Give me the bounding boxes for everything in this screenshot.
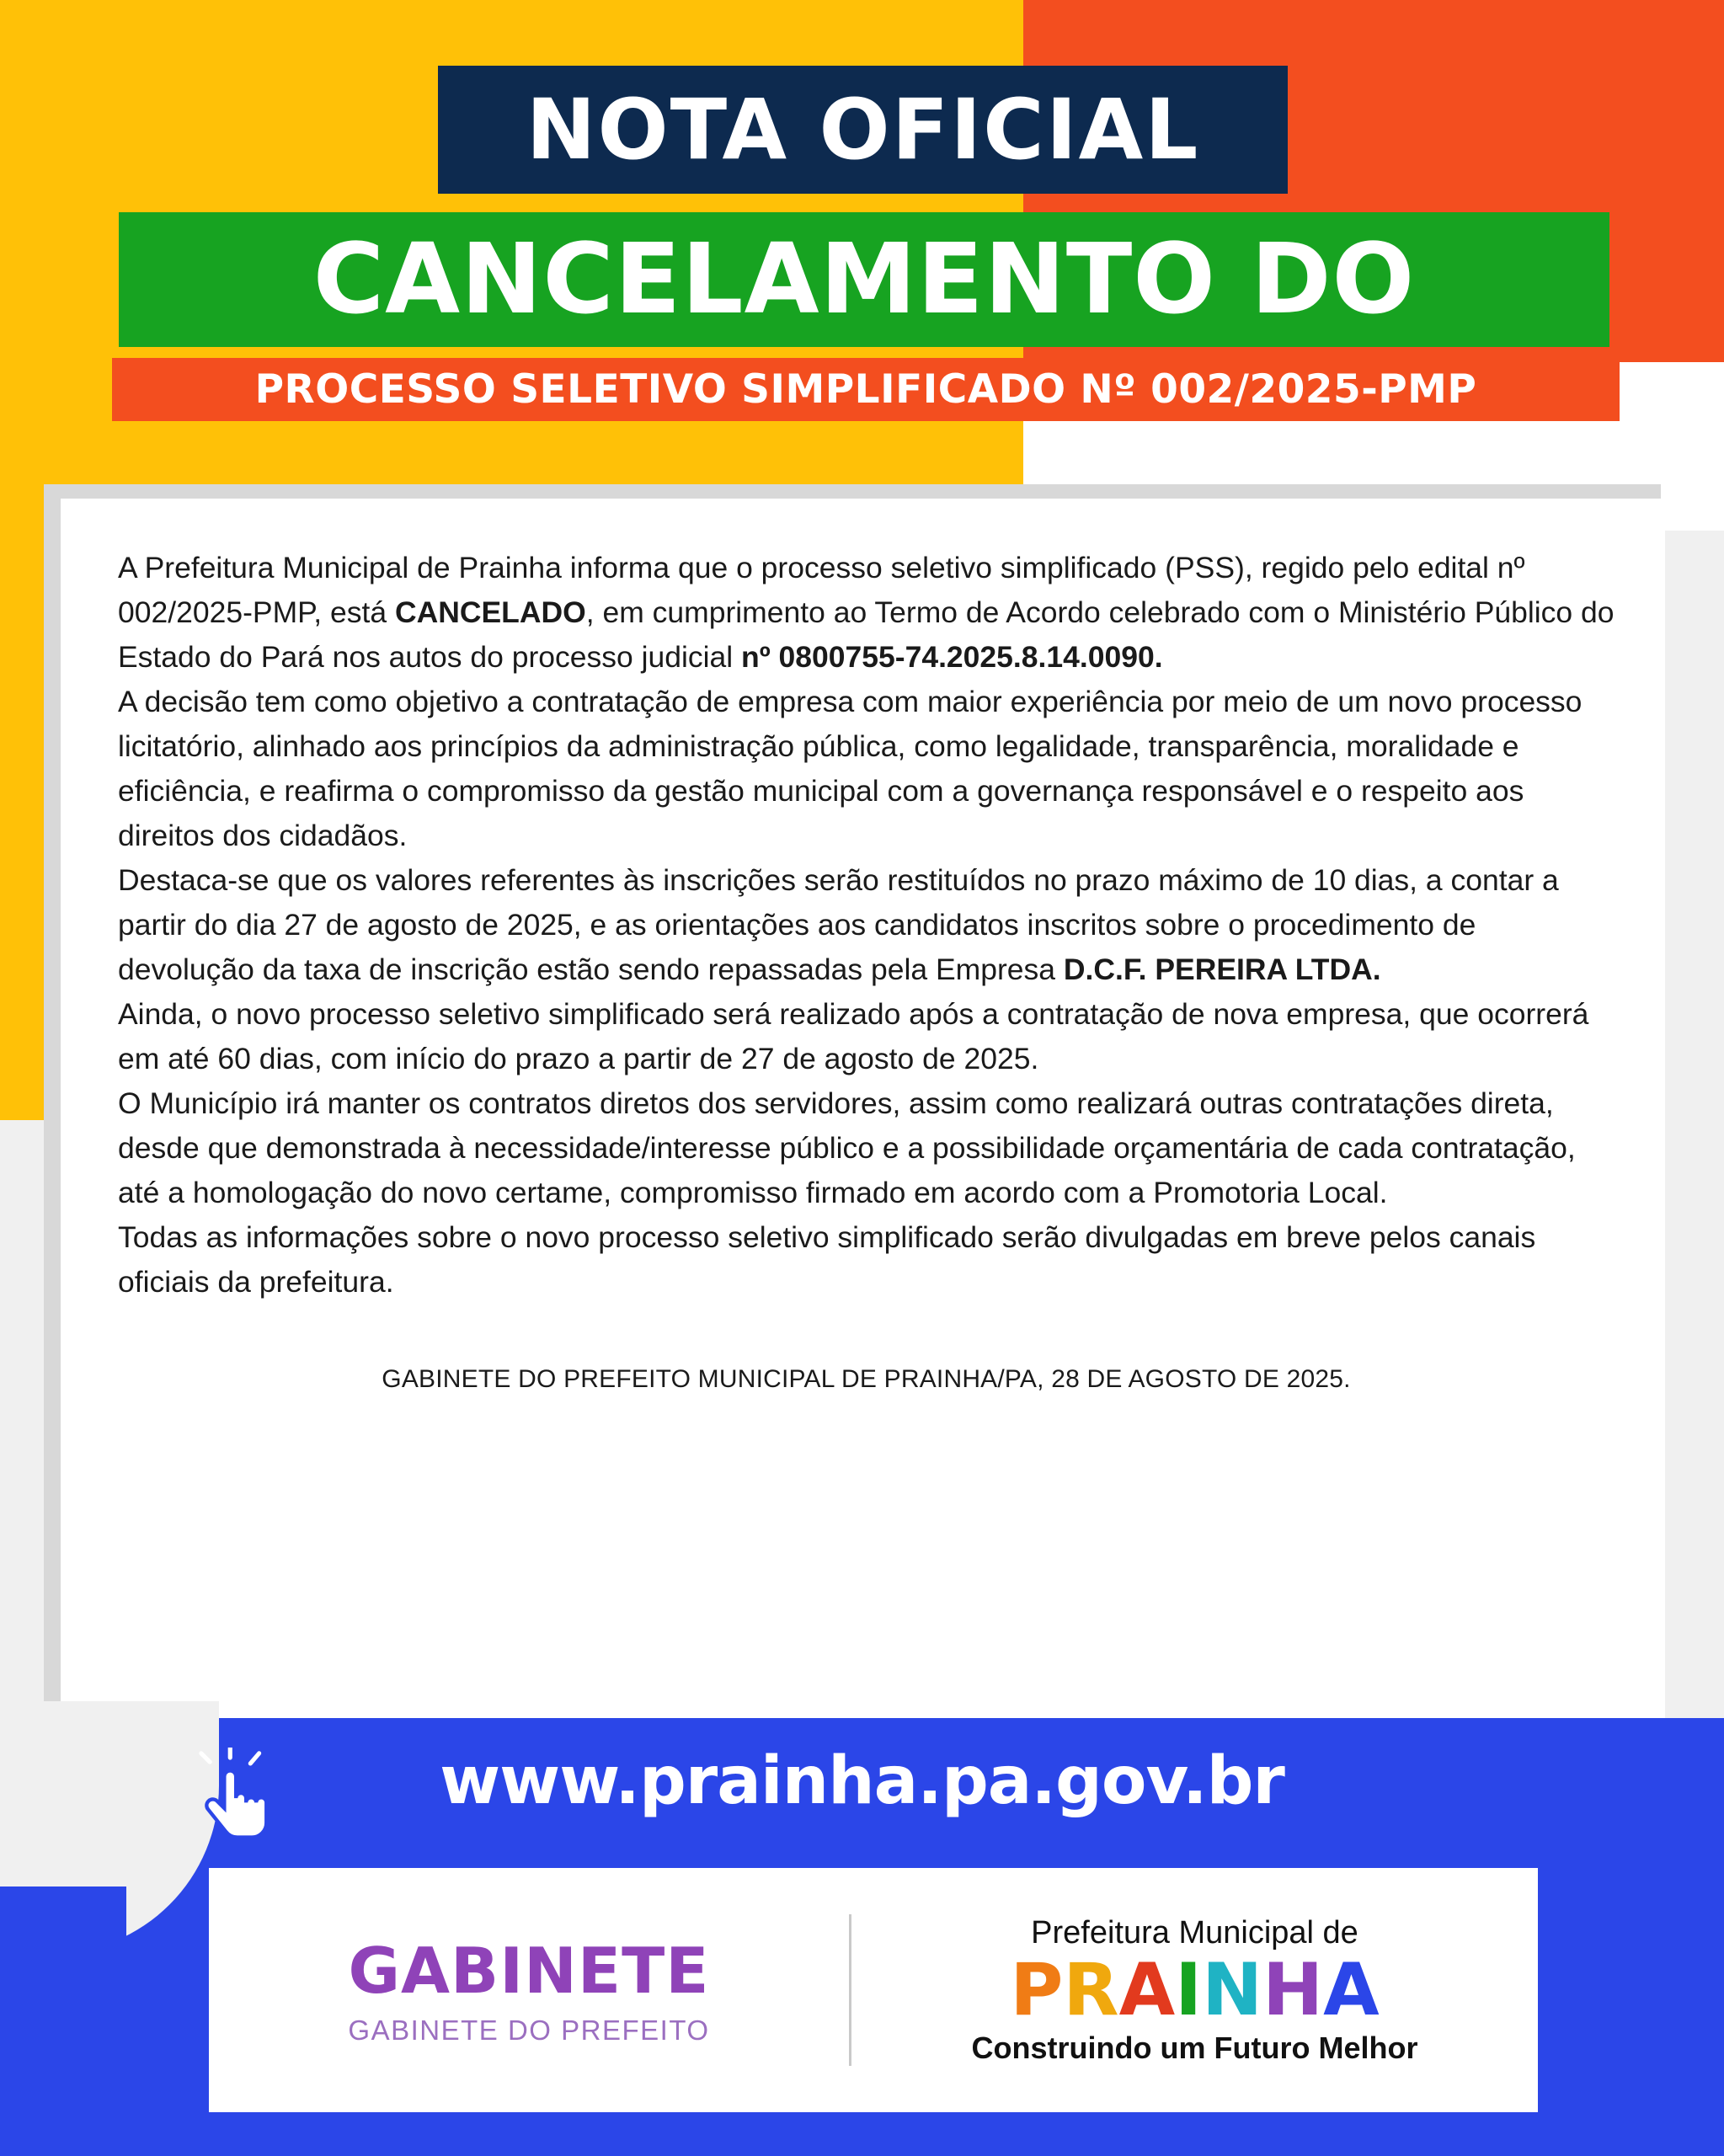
- paragraph-1-part-c: , em cumprimento ao Termo de Acordo celebrado com o Ministério Público do Estado do Pará nos autos do processo judicial: [118, 595, 1615, 674]
- header-process-label: PROCESSO SELETIVO SIMPLIFICADO Nº 002/2025-PMP: [254, 366, 1477, 413]
- paragraph-6: Todas as informações sobre o novo processo seletivo simplificado serão divulgadas em breve pelos canais oficiais da prefeitura.: [118, 1220, 1536, 1299]
- notice-body: [118, 546, 1615, 1305]
- paragraph-4: Ainda, o novo processo seletivo simplificado será realizado após a contratação de nova empresa, que ocorrerá em até 60 dias, com início do prazo a partir de 27 de agosto de 2025.: [118, 997, 1589, 1075]
- prainha-logo: [851, 1915, 1538, 2066]
- prainha-letter-a: A: [1118, 1947, 1176, 2032]
- paragraph-3: [118, 858, 1615, 992]
- content-card: [61, 499, 1665, 1721]
- prainha-logo-pretitle: Prefeitura Municipal de: [1031, 1914, 1358, 1951]
- header-title: NOTA OFICIAL: [526, 81, 1200, 179]
- paragraph-5: O Município irá manter os contratos diretos dos servidores, assim como realizará outras contratações direta, desde que demonstrada à necessidade/interesse público e a possibilidade orçamentária de cada contratação, até a homologação do novo certame, compromisso firmado em acordo com a Promotoria Local.: [118, 1086, 1576, 1209]
- company-name: D.C.F. PEREIRA LTDA.: [1063, 953, 1381, 986]
- process-number: nº 0800755-74.2025.8.14.0090.: [741, 640, 1163, 674]
- paragraph-1: [118, 546, 1615, 680]
- prainha-letter-i: I: [1175, 1947, 1203, 2032]
- prainha-letter-r: R: [1063, 1947, 1119, 2032]
- footer-logos: [209, 1868, 1538, 2112]
- gabinete-logo-subtitle: GABINETE DO PREFEITO: [348, 2015, 710, 2046]
- header-process-bar: [112, 358, 1620, 421]
- paragraph-2: A decisão tem como objetivo a contratação de empresa com maior experiência por meio de um novo processo licitatório, alinhado aos princípios da administração pública, como legalidade, transparência, moralidade e eficiência, e reafirma o compromisso da gestão municipal com a governança responsável e o respeito aos direitos dos cidadãos.: [118, 685, 1583, 852]
- prainha-letter-a2: A: [1323, 1947, 1380, 2032]
- cancelled-keyword: CANCELADO: [394, 595, 586, 629]
- prainha-letter-h: H: [1262, 1947, 1324, 2032]
- gabinete-logo: [209, 1934, 849, 2047]
- header-title-bar: [438, 66, 1288, 194]
- gabinete-logo-title: GABINETE: [348, 1934, 710, 2008]
- prainha-letter-n: N: [1202, 1947, 1263, 2032]
- header-subtitle: CANCELAMENTO DO: [312, 223, 1416, 336]
- prainha-letter-p: P: [1010, 1947, 1064, 2032]
- paragraph-1-part-a: A Prefeitura Municipal de Prainha informa que o processo seletivo simplificado (PSS), regido pelo edital nº 002/2025-PMP, está: [118, 551, 1525, 629]
- signature-line: GABINETE DO PREFEITO MUNICIPAL DE PRAINHA/PA, 28 DE AGOSTO DE 2025.: [382, 1365, 1351, 1393]
- footer-left-strip: [0, 1886, 126, 2156]
- website-url[interactable]: www.prainha.pa.gov.br: [440, 1743, 1284, 1819]
- header-subtitle-bar: [119, 212, 1609, 347]
- prainha-logo-wordmark: [851, 1947, 1538, 2032]
- paragraph-3-part-a: Destaca-se que os valores referentes às inscrições serão restituídos no prazo máximo de 10 dias, a contar a partir do dia 27 de agosto de 2025, e as orientações aos candidatos inscritos sobre o procedimento de devolução da taxa de inscrição estão sendo repassadas pela Empresa: [118, 863, 1559, 986]
- click-hand-icon: [195, 1748, 288, 1840]
- prainha-logo-slogan: Construindo um Futuro Melhor: [971, 2030, 1418, 2065]
